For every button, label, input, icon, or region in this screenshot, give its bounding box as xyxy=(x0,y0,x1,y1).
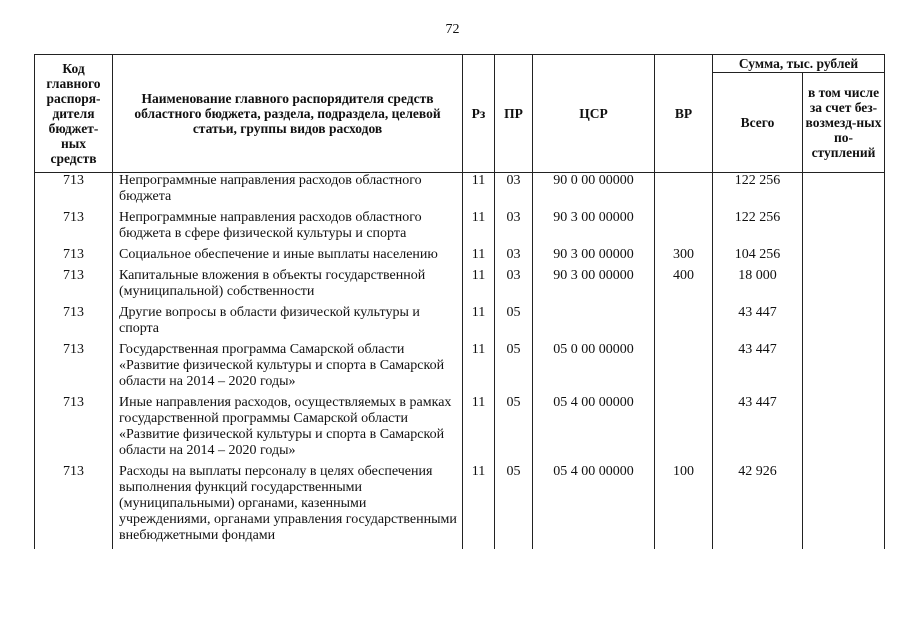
cell-code: 713 xyxy=(35,464,113,549)
cell-free xyxy=(803,395,885,464)
cell-code: 713 xyxy=(35,395,113,464)
cell-total: 43 447 xyxy=(713,342,803,395)
cell-rz: 11 xyxy=(463,342,495,395)
cell-rz: 11 xyxy=(463,464,495,549)
cell-name: Непрограммные направления расходов областного бюджета в сфере физической культуры и спорта xyxy=(113,210,463,247)
header-name: Наименование главного распорядителя средств областного бюджета, раздела, подраздела, целевой статьи, группы видов расходов xyxy=(113,55,463,173)
cell-free xyxy=(803,305,885,342)
cell-rz: 11 xyxy=(463,268,495,305)
cell-code: 713 xyxy=(35,173,113,211)
cell-vr: 100 xyxy=(655,464,713,549)
cell-free xyxy=(803,342,885,395)
cell-name: Расходы на выплаты персоналу в целях обеспечения выполнения функций государственными (муниципальными) органами, казенными учреждениями, органами управления государственными внебюджетными фондами xyxy=(113,464,463,549)
header-csr: ЦСР xyxy=(533,55,655,173)
cell-pr: 05 xyxy=(495,395,533,464)
cell-csr xyxy=(533,305,655,342)
cell-code: 713 xyxy=(35,342,113,395)
cell-csr: 05 4 00 00000 xyxy=(533,395,655,464)
cell-pr: 03 xyxy=(495,247,533,268)
table-row xyxy=(35,464,885,549)
table-row xyxy=(35,305,885,342)
cell-csr: 90 3 00 00000 xyxy=(533,247,655,268)
cell-name: Иные направления расходов, осуществляемых в рамках государственной программы Самарской области «Развитие физической культуры и спорта в Самарской области на 2014 – 2020 годы» xyxy=(113,395,463,464)
table-row xyxy=(35,210,885,247)
cell-pr: 03 xyxy=(495,210,533,247)
cell-total: 42 926 xyxy=(713,464,803,549)
header-vr: ВР xyxy=(655,55,713,173)
cell-total: 43 447 xyxy=(713,305,803,342)
cell-vr xyxy=(655,342,713,395)
cell-free xyxy=(803,173,885,211)
header-total: Всего xyxy=(713,73,803,173)
cell-pr: 05 xyxy=(495,464,533,549)
cell-total: 104 256 xyxy=(713,247,803,268)
cell-rz: 11 xyxy=(463,173,495,211)
cell-rz: 11 xyxy=(463,210,495,247)
budget-table xyxy=(34,54,885,549)
cell-rz: 11 xyxy=(463,305,495,342)
cell-vr xyxy=(655,305,713,342)
cell-csr: 90 0 00 00000 xyxy=(533,173,655,211)
cell-name: Непрограммные направления расходов областного бюджета xyxy=(113,173,463,211)
cell-free xyxy=(803,247,885,268)
table-row xyxy=(35,247,885,268)
header-sum-group: Сумма, тыс. рублей xyxy=(713,55,885,73)
cell-vr: 400 xyxy=(655,268,713,305)
cell-total: 18 000 xyxy=(713,268,803,305)
header-rz: Рз xyxy=(463,55,495,173)
cell-name: Государственная программа Самарской области «Развитие физической культуры и спорта в Самарской области на 2014 – 2020 годы» xyxy=(113,342,463,395)
cell-pr: 03 xyxy=(495,173,533,211)
cell-csr: 90 3 00 00000 xyxy=(533,210,655,247)
header-pr: ПР xyxy=(495,55,533,173)
cell-name: Другие вопросы в области физической культуры и спорта xyxy=(113,305,463,342)
cell-vr xyxy=(655,173,713,211)
table-row xyxy=(35,173,885,211)
cell-total: 122 256 xyxy=(713,173,803,211)
cell-free xyxy=(803,464,885,549)
cell-total: 43 447 xyxy=(713,395,803,464)
cell-total: 122 256 xyxy=(713,210,803,247)
cell-csr: 05 0 00 00000 xyxy=(533,342,655,395)
cell-csr: 90 3 00 00000 xyxy=(533,268,655,305)
table-row xyxy=(35,342,885,395)
header-free: в том числе за счет без-возмезд-ных по-ступлений xyxy=(803,73,885,173)
table-header xyxy=(35,55,885,173)
cell-csr: 05 4 00 00000 xyxy=(533,464,655,549)
cell-free xyxy=(803,268,885,305)
cell-code: 713 xyxy=(35,305,113,342)
cell-name: Капитальные вложения в объекты государственной (муниципальной) собственности xyxy=(113,268,463,305)
cell-pr: 05 xyxy=(495,342,533,395)
cell-pr: 03 xyxy=(495,268,533,305)
cell-rz: 11 xyxy=(463,247,495,268)
cell-name: Социальное обеспечение и иные выплаты населению xyxy=(113,247,463,268)
cell-pr: 05 xyxy=(495,305,533,342)
cell-vr: 300 xyxy=(655,247,713,268)
page-number: 72 xyxy=(445,22,460,37)
cell-vr xyxy=(655,395,713,464)
cell-rz: 11 xyxy=(463,395,495,464)
table-row xyxy=(35,268,885,305)
cell-vr xyxy=(655,210,713,247)
table-row xyxy=(35,395,885,464)
cell-code: 713 xyxy=(35,268,113,305)
cell-code: 713 xyxy=(35,247,113,268)
cell-free xyxy=(803,210,885,247)
header-code: Код главного распоря-дителя бюджет-ных средств xyxy=(35,55,113,173)
cell-code: 713 xyxy=(35,210,113,247)
